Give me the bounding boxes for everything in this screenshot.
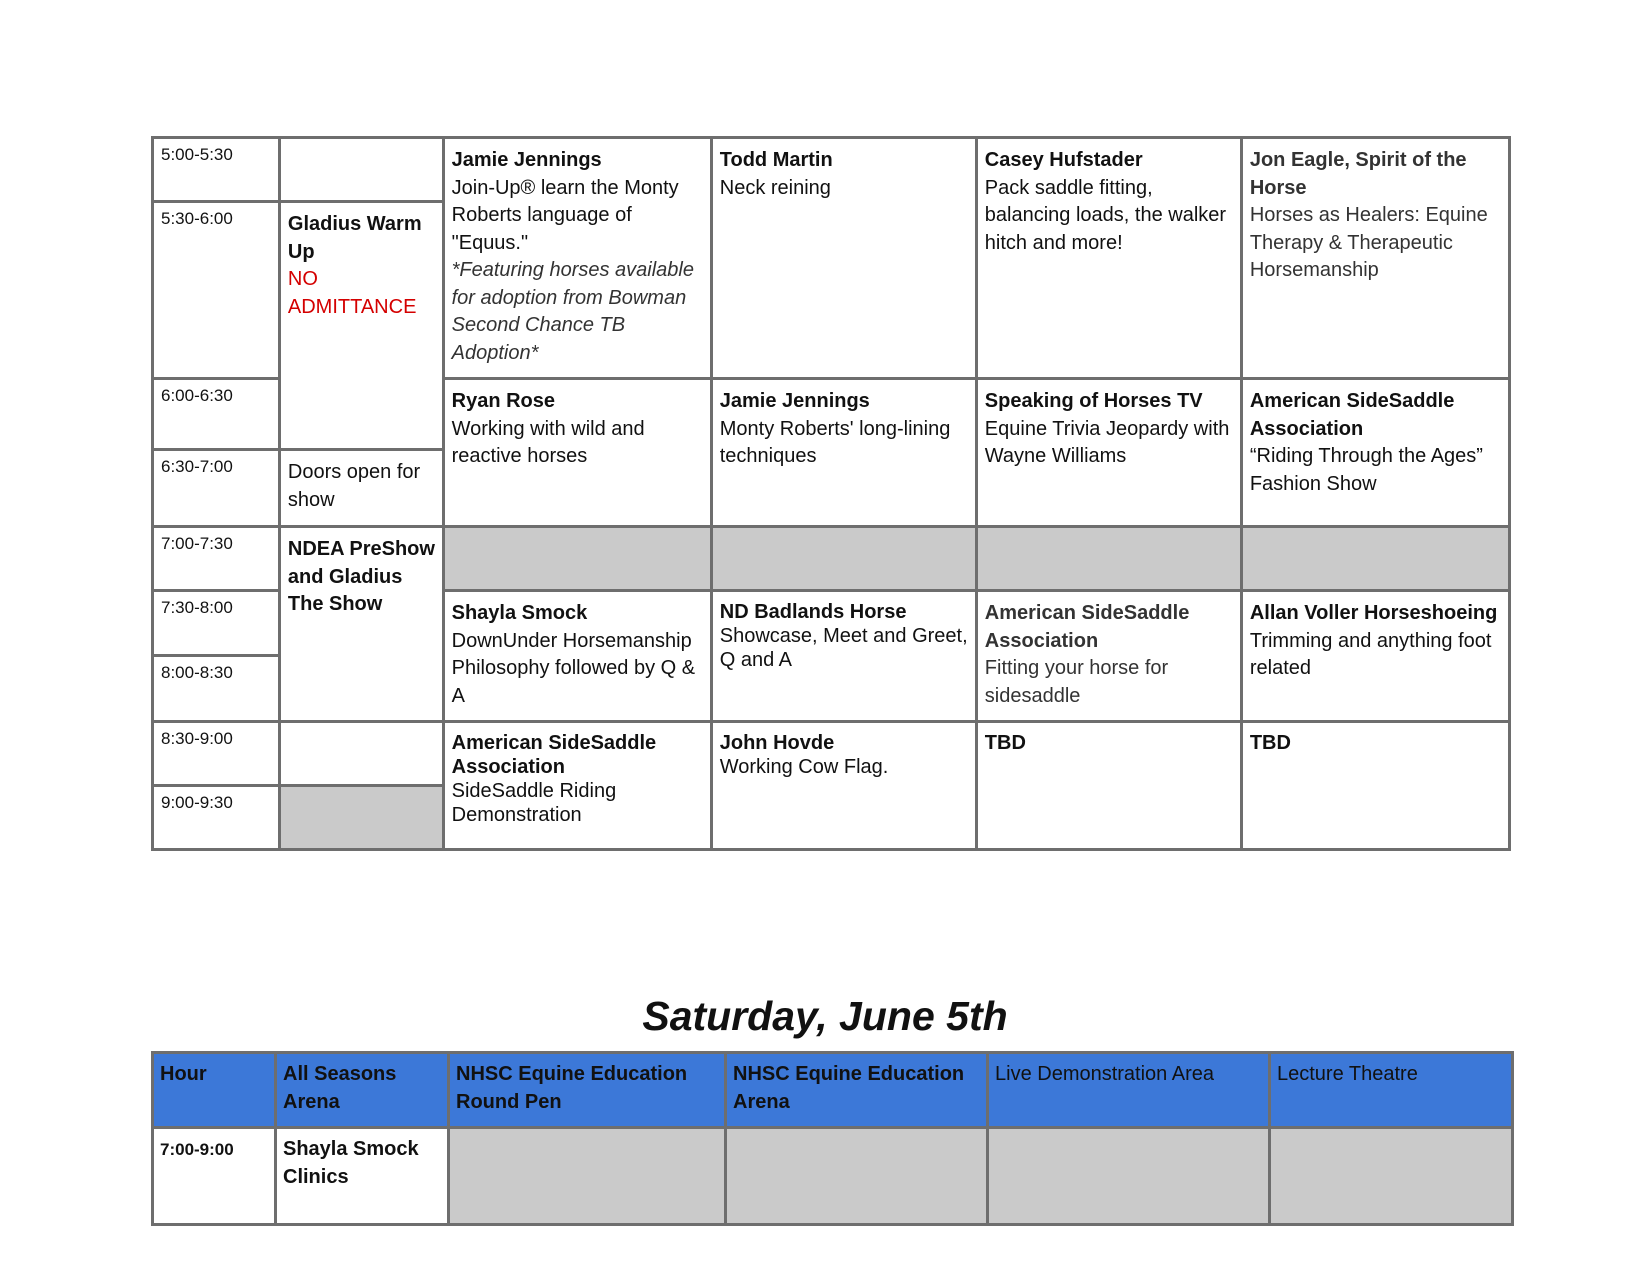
header-all-seasons-arena: All Seasons Arena [276, 1053, 449, 1128]
arena-event [279, 527, 443, 722]
lecture-event [1241, 138, 1509, 379]
event-title: Allan Voller Horseshoeing [1249, 602, 1498, 624]
event-title: Shayla Smock [451, 602, 588, 624]
event-title: American SideSaddle Association [1249, 390, 1455, 440]
event-description: Trimming and anything foot related [1249, 629, 1492, 679]
blocked-cell [988, 1128, 1270, 1225]
event-title: NDEA PreShow and Gladius The Show [287, 538, 435, 615]
time-slot: 8:00-8:30 [153, 656, 280, 722]
saturday-schedule-table [151, 1051, 1514, 1226]
lecture-event [1241, 591, 1509, 722]
event-description: Neck reining [719, 176, 831, 199]
time-slot: 8:30-9:00 [153, 722, 280, 786]
blocked-cell [449, 1128, 726, 1225]
header-lecture-theatre: Lecture Theatre [1270, 1053, 1513, 1128]
event-title: Gladius Warm Up [287, 213, 422, 263]
friday-schedule-table [151, 136, 1511, 851]
time-slot: 7:00-7:30 [153, 527, 280, 591]
edu-arena-event [711, 722, 976, 850]
event-title: American SideSaddle Association [984, 602, 1190, 652]
blocked-cell [1270, 1128, 1513, 1225]
event-description: SideSaddle Riding Demonstration [451, 780, 617, 826]
event-note: *Featuring horses available for adoption from Bowman Second Chance TB Adoption* [451, 259, 694, 364]
arena-event [279, 450, 443, 527]
lecture-event [1241, 379, 1509, 527]
time-slot: 6:30-7:00 [153, 450, 280, 527]
event-description: Fitting your horse for sidesaddle [984, 657, 1169, 707]
arena-empty-cell [279, 138, 443, 202]
round-pen-event [443, 379, 711, 527]
event-title: Jon Eagle, Spirit of the Horse [1249, 149, 1467, 199]
demo-area-event [976, 379, 1241, 527]
event-description: “Riding Through the Ages” Fashion Show [1249, 445, 1483, 495]
event-title: TBD [984, 732, 1026, 754]
demo-area-event [976, 722, 1241, 850]
time-slot: 6:00-6:30 [153, 379, 280, 450]
time-slot: 5:00-5:30 [153, 138, 280, 202]
time-slot: 7:30-8:00 [153, 591, 280, 656]
event-title: Todd Martin [719, 149, 833, 171]
header-live-demo-area: Live Demonstration Area [988, 1053, 1270, 1128]
event-description: Join-Up® learn the Monty Roberts language of "Equus." [451, 176, 679, 254]
event-title: John Hovde [719, 732, 835, 754]
event-description: DownUnder Horsemanship Philosophy followed by Q & A [451, 629, 696, 707]
event-title: Ryan Rose [451, 390, 555, 412]
round-pen-event [443, 138, 711, 379]
blocked-cell [976, 527, 1241, 591]
blocked-cell [1241, 527, 1509, 591]
arena-event [279, 202, 443, 450]
event-title: Casey Hufstader [984, 149, 1143, 171]
no-admittance-notice: NO ADMITTANCE [287, 268, 417, 318]
event-description: Showcase, Meet and Greet, Q and A [719, 625, 968, 671]
header-hour: Hour [153, 1053, 276, 1128]
event-title: Speaking of Horses TV [984, 390, 1203, 412]
edu-arena-event [711, 379, 976, 527]
event-title: ND Badlands Horse [719, 601, 907, 623]
header-round-pen: NHSC Equine Education Round Pen [449, 1053, 726, 1128]
header-education-arena: NHSC Equine Education Arena [726, 1053, 988, 1128]
event-description: Doors open for show [287, 461, 421, 511]
event-title: TBD [1249, 732, 1291, 754]
edu-arena-event [711, 138, 976, 379]
event-description: Equine Trivia Jeopardy with Wayne Williams [984, 417, 1230, 467]
event-description: Working Cow Flag. [719, 756, 889, 778]
arena-empty-cell [279, 722, 443, 786]
time-slot: 5:30-6:00 [153, 202, 280, 379]
round-pen-event [443, 722, 711, 850]
event-description: Working with wild and reactive horses [451, 417, 645, 467]
time-slot: 7:00-9:00 [153, 1128, 276, 1225]
event-description: Horses as Healers: Equine Therapy & Therapeutic Horsemanship [1249, 204, 1488, 281]
blocked-cell [443, 527, 711, 591]
event-title: Jamie Jennings [451, 149, 602, 171]
blocked-cell [726, 1128, 988, 1225]
blocked-cell [711, 527, 976, 591]
event-title: Jamie Jennings [719, 390, 870, 412]
edu-arena-event [711, 591, 976, 722]
round-pen-event [443, 591, 711, 722]
lecture-event [1241, 722, 1509, 850]
blocked-cell [279, 786, 443, 850]
demo-area-event [976, 138, 1241, 379]
demo-area-event [976, 591, 1241, 722]
event-description: Monty Roberts' long-lining techniques [719, 417, 951, 467]
time-slot: 9:00-9:30 [153, 786, 280, 850]
arena-event: Shayla Smock Clinics [276, 1128, 449, 1225]
saturday-heading: Saturday, June 5th [642, 993, 1008, 1039]
event-description: Pack saddle fitting, balancing loads, the walker hitch and more! [984, 176, 1227, 254]
event-title: American SideSaddle Association [451, 732, 657, 778]
